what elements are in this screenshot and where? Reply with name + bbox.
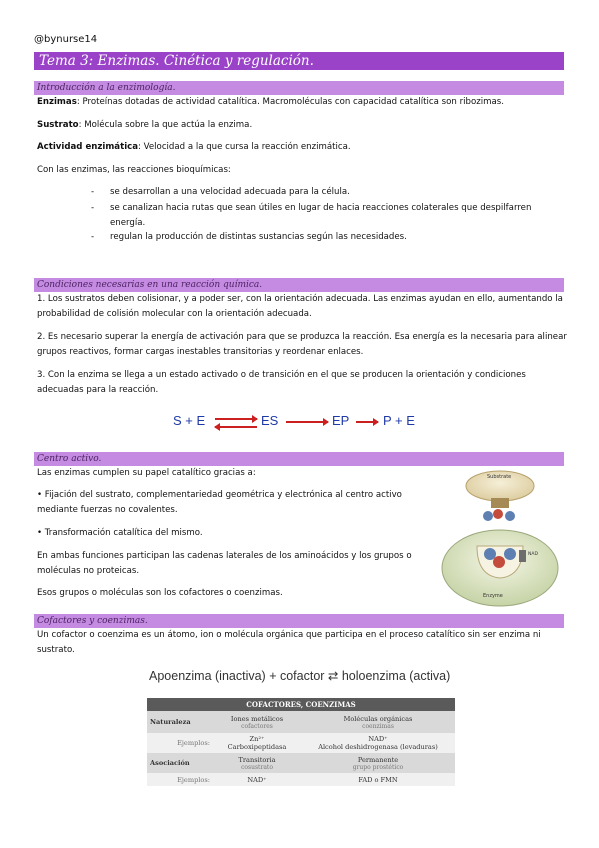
intro-lead: Con las enzimas, las reacciones bioquímicas: (37, 165, 231, 175)
table-cell (213, 711, 301, 733)
cell-main: Transitoria (238, 755, 276, 764)
forward-arrow (286, 421, 328, 423)
paragraph: 2. Es necesario superar la energía de activación para que se produzca la reacción. Esa energía es la necesaria para alinear grupos reactivos, formar cargas inestables transitorias y reordenar enlaces. (37, 332, 567, 357)
cell-sub: cofactores (241, 722, 273, 730)
bullet-dash: - (91, 203, 95, 213)
definition-text: : Molécula sobre la que actúa la enzima. (78, 120, 253, 130)
cell-main: Iones metálicos (230, 714, 284, 723)
bullet-dash: - (91, 232, 95, 242)
table-row (147, 773, 455, 786)
table-cell (301, 753, 455, 773)
reaction-term-substrate-enzyme: S + E (173, 413, 206, 428)
paragraph: En ambas funciones participan las cadenas laterales de los aminoácidos y los grupos o moléculas no proteicas. (37, 551, 412, 576)
cell-sub: Carboxipeptidasa (227, 743, 287, 751)
table-cell (213, 753, 301, 773)
term-sustrato: Sustrato (37, 120, 79, 130)
bullet-dash: - (91, 187, 95, 197)
cell-main: NAD⁺ (368, 735, 388, 743)
bullet-item: regulan la producción de distintas sustancias según las necesidades. (110, 232, 407, 242)
definition-actividad (37, 140, 567, 155)
table-cell: FAD o FMN (358, 775, 398, 784)
table-cell (213, 733, 301, 753)
table-cell: Naturaleza (150, 718, 191, 726)
forward-arrow (356, 421, 378, 423)
paragraph: 3. Con la enzima se llega a un estado activado o de transición en el que se producen la orientación y condiciones adecuadas para la reacción. (37, 370, 526, 395)
table-title: COFACTORES, COENZIMAS (246, 700, 356, 709)
term-enzimas: Enzimas (37, 97, 77, 107)
table-row (147, 711, 455, 733)
table-cell (301, 711, 455, 733)
bullet-item: se canalizan hacia rutas que sean útiles en lugar de hacia reacciones colaterales que despilfarren energía. (110, 203, 532, 228)
enzyme-substrate-figure (437, 468, 564, 608)
forward-arrow (215, 418, 257, 420)
definition-sustrato (37, 118, 567, 133)
section-heading-condiciones: Condiciones necesarias en una reacción química. (34, 278, 564, 292)
section-heading-cofactores: Cofactores y coenzimas. (34, 614, 564, 628)
figure-label-enzyme: Enzyme (483, 593, 503, 599)
cell-sub: coenzimas (362, 722, 394, 730)
term-actividad: Actividad enzimática (37, 142, 139, 152)
paragraph: • Fijación del sustrato, complementariedad geométrica y electrónica al centro activo mediante fuerzas no covalentes. (37, 490, 402, 515)
author-handle: @bynurse14 (34, 34, 98, 45)
reaction-term-products: P + E (383, 413, 415, 428)
definition-text: : Proteínas dotadas de actividad catalítica. Macromoléculas con capacidad catalítica son ribozimas. (76, 97, 504, 107)
section-heading-intro: Introducción a la enzimología. (34, 81, 564, 95)
reverse-arrow (215, 426, 257, 428)
reaction-term-es: ES (261, 413, 279, 428)
reaction-term-ep: EP (332, 413, 350, 428)
paragraph: Las enzimas cumplen su papel catalítico gracias a: (37, 468, 256, 478)
cell-sub: grupo prostético (352, 763, 404, 771)
table-cell: Asociación (150, 759, 190, 767)
paragraph: • Transformación catalítica del mismo. (37, 528, 203, 538)
table-cell (301, 733, 455, 753)
table-cell: Ejemplos: (177, 775, 210, 784)
page-title: Tema 3: Enzimas. Cinética y regulación. (34, 52, 564, 70)
figure-label-substrate: Substrate (487, 474, 512, 480)
table-row (147, 733, 455, 753)
cell-main: Permanente (357, 755, 399, 764)
paragraph: Esos grupos o moléculas son los cofactores o coenzimas. (37, 588, 283, 598)
holoenzyme-equation: Apoenzima (inactiva) + cofactor ⇄ holoenzima (activa) (149, 669, 451, 683)
table-cell: NAD⁺ (247, 775, 267, 784)
paragraph: 1. Los sustratos deben colisionar, y a poder ser, con la orientación adecuada. Las enzimas ayudan en ello, aumentando la probabilidad de colisión molecular con la orientación adecuada. (37, 294, 563, 319)
definition-text: : Velocidad a la que cursa la reacción enzimática. (138, 142, 351, 152)
table-cell: Ejemplos: (177, 739, 210, 747)
bullet-item: se desarrollan a una velocidad adecuada para la célula. (110, 187, 350, 197)
cell-sub: cosustrato (241, 763, 273, 771)
table-row (147, 753, 455, 773)
section-heading-centro-activo: Centro activo. (34, 452, 564, 466)
cell-sub: Alcohol deshidrogenasa (levaduras) (318, 743, 438, 751)
definition-enzimas (37, 95, 567, 110)
cofactor-table (147, 698, 455, 786)
paragraph: Un cofactor o coenzima es un átomo, ion o molécula orgánica que participa en el proceso catalítico sin ser enzima ni sustrato. (37, 630, 541, 655)
cell-main: Moléculas orgánicas (343, 714, 413, 723)
cell-main: Zn²⁺ (249, 735, 265, 743)
figure-label-nad: NAD (528, 552, 538, 557)
